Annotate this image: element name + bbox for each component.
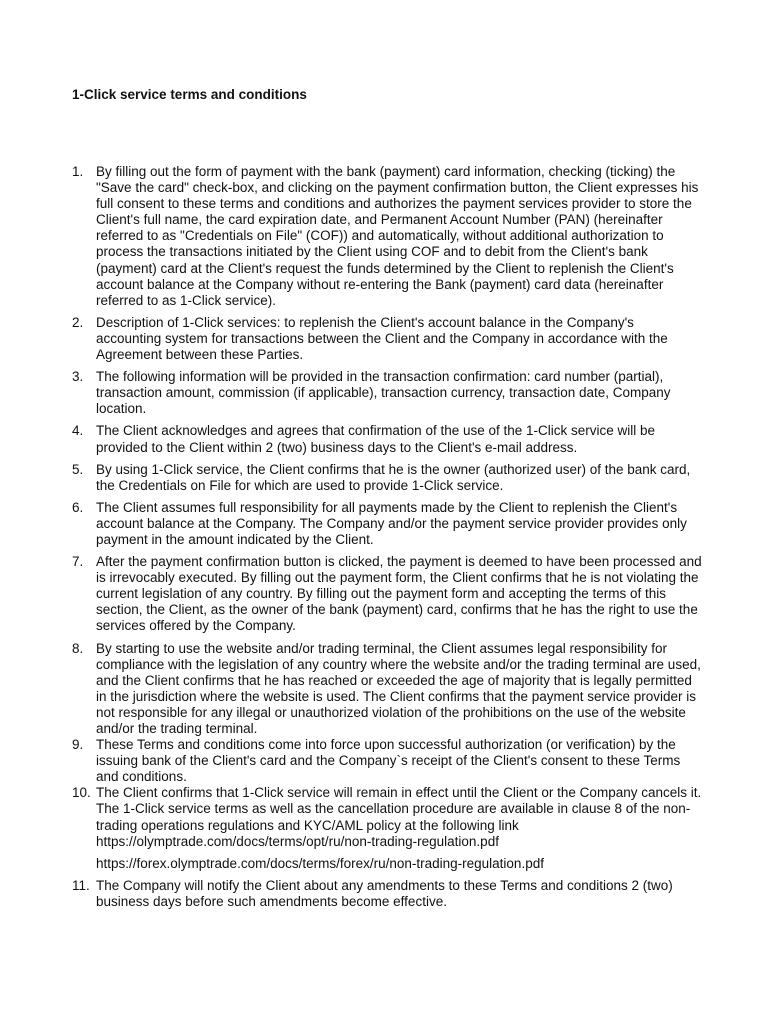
document-title: 1-Click service terms and conditions: [72, 87, 307, 102]
term-number: 3.: [72, 369, 84, 385]
term-item-5: [72, 462, 702, 494]
term-text: By starting to use the website and/or trading terminal, the Client assumes legal responsibility for compliance with the legislation of any country where the website and/or the trading terminal are used, and the Client confirms that he has reached or exceeded the age of majority that is legally permitted in the jurisdiction where the website is used. The Client confirms that the payment service provider is not responsible for any illegal or unauthorized violation of the prohibitions on the use of the website and/or the trading terminal.: [96, 640, 701, 736]
term-item-8: [72, 641, 702, 738]
term-text: The following information will be provided in the transaction confirmation: card number (partial), transaction amount, commission (if applicable), transaction currency, transaction date, Company location.: [96, 369, 671, 417]
term-item-10: [72, 785, 702, 871]
term-item-2: [72, 315, 702, 363]
term-number: 4.: [72, 423, 84, 439]
term-item-9: [72, 737, 702, 785]
term-item-4: [72, 423, 702, 455]
term-number: 11.: [72, 877, 90, 893]
term-number: 5.: [72, 461, 84, 477]
term-number: 6.: [72, 499, 84, 515]
term-number: 1.: [72, 164, 84, 179]
term-number: 7.: [72, 554, 84, 570]
term-text: Description of 1-Click services: to replenish the Client's account balance in the Company's accounting system for transactions between the Client and the Company in accordance with the Agreement between these Parties.: [96, 314, 668, 363]
term-text: By filling out the form of payment with the bank (payment) card information, checking (ticking) the "Save the card" check-box, and clicking on the payment confirmation button, the Client expresses his full consent to these terms and conditions and authorizes the payment services provider to store the Client's full name, the card expiration date, and Permanent Account Number (PAN) (hereinafter referred to as "Credentials on File" (COF)) and automatically, without additional authorization to process the transactions initiated by the Client using COF and to debit from the Client's bank (payment) card at the Client's request the funds determined by the Client to replenish the Client's account balance at the Company without re-entering the Bank (payment) card data (hereinafter referred to as 1-Click service).: [96, 164, 699, 308]
term-text: By using 1-Click service, the Client confirms that he is the owner (authorized user) of the bank card, the Credentials on File for which are used to provide 1-Click service.: [96, 461, 691, 493]
term-number: 2.: [72, 314, 84, 330]
term-text: The Client assumes full responsibility for all payments made by the Client to replenish the Client's account balance at the Company. The Company and/or the payment service provider provides only payment in the amount indicated by the Client.: [96, 499, 687, 547]
term-number: 8.: [72, 640, 84, 656]
term-item-3: [72, 369, 702, 417]
term-text: After the payment confirmation button is clicked, the payment is deemed to have been processed and is irrevocably executed. By filling out the payment form, the Client confirms that he is not violating the current legislation of any country. By filling out the payment form and accepting the terms of this section, the Client, as the owner of the bank (payment) card, confirms that he has the right to use the services offered by the Company.: [96, 554, 702, 634]
term-text: These Terms and conditions come into force upon successful authorization (or verification) by the issuing bank of the Client's card and the Company`s receipt of the Client's consent to these Terms and conditions.: [96, 737, 681, 785]
term-item-7: [72, 554, 702, 634]
term-text: The Company will notify the Client about any amendments to these Terms and conditions 2 (two) business days before such amendments become effective.: [96, 877, 673, 909]
term-item-6: [72, 500, 702, 548]
term-item-1: [72, 164, 702, 309]
regulation-link-primary: https://olymptrade.com/docs/terms/opt/ru/non-trading-regulation.pdf: [96, 833, 499, 849]
term-number: 9.: [72, 737, 84, 753]
regulation-link-forex: https://forex.olymptrade.com/docs/terms/forex/ru/non-trading-regulation.pdf: [96, 855, 544, 871]
term-text: The Client acknowledges and agrees that confirmation of the use of the 1-Click service will be provided to the Client within 2 (two) business days to the Client's e-mail address.: [96, 423, 656, 455]
terms-list: [72, 164, 702, 916]
term-text: The Client confirms that 1-Click service will remain in effect until the Client or the Company cancels it. The 1-Click service terms as well as the cancellation procedure are available in clause 8 of the non-trading operations regulations and KYC/AML policy at the following link: [96, 785, 702, 833]
term-number: 10.: [72, 785, 91, 801]
term-item-11: [72, 878, 702, 910]
